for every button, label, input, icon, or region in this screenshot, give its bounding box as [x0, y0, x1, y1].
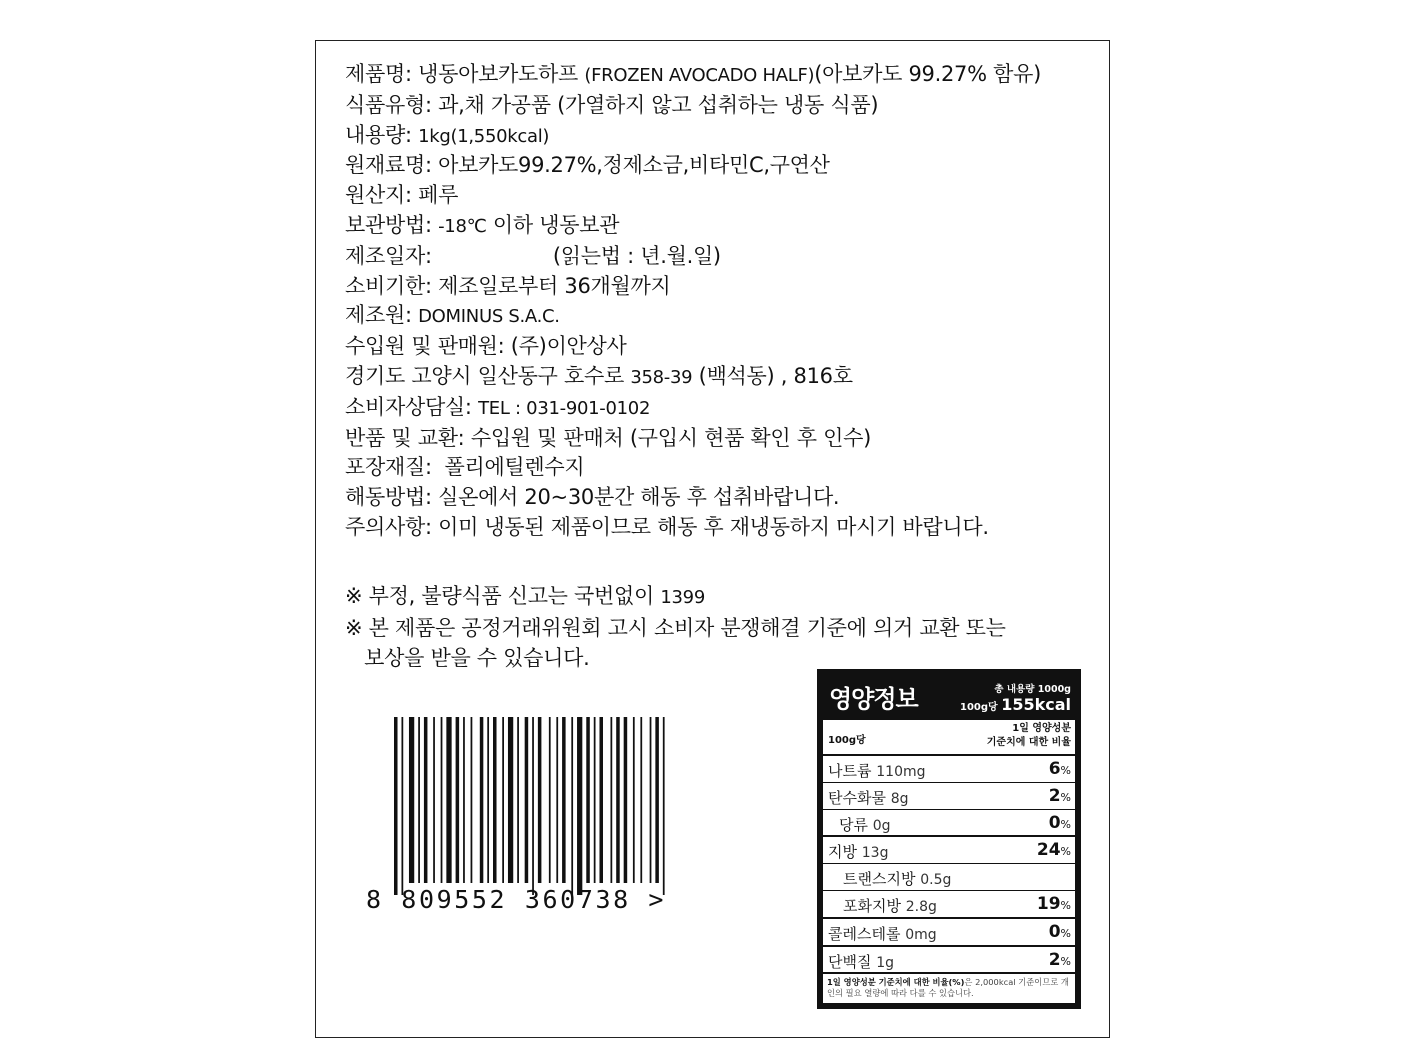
- notice-report: ※ 부정, 불량식품 신고는 국번없이 1399: [345, 584, 705, 608]
- notices: [345, 581, 1105, 673]
- nutrition-table: [823, 720, 1075, 1003]
- barcode-bar: [401, 717, 403, 895]
- barcode-bar: [610, 717, 612, 883]
- barcode-bar: [655, 717, 659, 883]
- info-line-packaging: 포장재질: 폴리에틸렌수지: [345, 455, 585, 480]
- info-line-caution: 주의사항: 이미 냉동된 제품이므로 해동 후 재냉동하지 마시기 바랍니다.: [345, 514, 989, 539]
- barcode-bar: [616, 717, 620, 883]
- nutrient-row-trans-fat: 트랜스지방 0.5g: [823, 864, 1075, 891]
- info-line-importer: 수입원 및 판매원: (주)이안상사: [345, 334, 627, 359]
- barcode-bar: [456, 717, 460, 883]
- barcode-bar: [586, 717, 590, 883]
- nutrition-per-100g: 100g당 155kcal: [960, 695, 1071, 714]
- nutrient-row-sodium: 나트륨 110mg 6%: [823, 756, 1075, 783]
- barcode-bar: [663, 717, 665, 895]
- barcode-number: 8 809552 360738 >: [366, 885, 667, 914]
- barcode-bar: [493, 717, 497, 883]
- info-line-food-type: 식품유형: 과,채 가공품 (가열하지 않고 섭취하는 냉동 식품): [345, 92, 879, 117]
- nutrition-title: 영양정보: [829, 685, 918, 713]
- barcode-bar: [549, 717, 551, 883]
- info-line-thawing: 해동방법: 실온에서 20~30분간 해동 후 섭취바랍니다.: [345, 485, 840, 510]
- info-line-manufacturer: 제조원: DOMINUS S.A.C.: [345, 303, 560, 328]
- barcode-bar: [562, 717, 566, 883]
- info-line-storage: 보관방법: -18℃ 이하 냉동보관: [345, 212, 620, 237]
- barcode-bar: [532, 717, 534, 895]
- barcode-bar: [433, 717, 435, 883]
- info-line-product-name: 제품명: 냉동아보카도하프 (FROZEN AVOCADO HALF)(아보카도 99.27% 함유): [345, 62, 1041, 86]
- barcode-bar: [446, 717, 451, 883]
- nutrition-footnote: 1일 영양성분 기준치에 대한 비율(%)은 2,000kcal 기준이므로 개인의 필요 열량에 따라 다를 수 있습니다.: [827, 977, 1069, 999]
- nutrient-row-cholesterol: 콜레스테롤 0mg 0%: [823, 919, 1075, 947]
- barcode-bar: [538, 717, 542, 883]
- info-line-origin: 원산지: 페루: [345, 183, 459, 208]
- barcode-bar: [633, 717, 635, 883]
- barcode-bar: [650, 717, 652, 883]
- barcode-bar: [556, 717, 558, 883]
- barcode-bar: [577, 717, 582, 895]
- barcode-bar: [471, 717, 473, 883]
- info-line-ingredients: 원재료명: 아보카도99.27%,정제소금,비타민C,구연산: [345, 153, 830, 178]
- info-line-customer-service: 소비자상담실: TEL : 031-901-0102: [345, 394, 651, 419]
- barcode-bar: [508, 717, 513, 883]
- barcode-bar: [624, 717, 628, 883]
- barcode-bar: [640, 717, 642, 883]
- nutrient-row-carbohydrate: 탄수화물 8g 2%: [823, 783, 1075, 810]
- barcode-bar: [571, 717, 573, 895]
- barcode-bar: [517, 717, 519, 883]
- barcode-bar: [487, 717, 489, 883]
- nutrition-total-content: 총 내용량 1000g: [994, 684, 1071, 695]
- barcode-bar: [599, 717, 603, 883]
- barcode-bar: [480, 717, 484, 883]
- nutrient-row-fat: 지방 13g 24%: [823, 837, 1075, 864]
- product-label: [315, 40, 1110, 1038]
- product-info: [345, 60, 1105, 543]
- nutrition-header: [823, 669, 1075, 719]
- barcode-bar: [409, 717, 414, 883]
- barcode-bar: [502, 717, 504, 883]
- barcode-bar: [525, 717, 529, 883]
- notice-dispute: ※ 본 제품은 공정거래위원회 고시 소비자 분쟁해결 기준에 의거 교환 또는: [345, 616, 1006, 640]
- nutrient-row-sugars: 당류 0g 0%: [823, 810, 1075, 838]
- nutrition-facts-panel: [817, 669, 1081, 1009]
- info-line-returns: 반품 및 교환: 수입원 및 판매처 (구입시 현품 확인 후 인수): [345, 425, 872, 450]
- info-line-net-content: 내용량: 1kg(1,550kcal): [345, 122, 550, 147]
- barcode: [392, 717, 702, 897]
- nutrient-row-protein: 단백질 1g 2%: [823, 947, 1075, 975]
- barcode-bar: [424, 717, 428, 883]
- barcode-bar: [441, 717, 443, 883]
- nutrient-row-saturated-fat: 포화지방 2.8g 19%: [823, 891, 1075, 919]
- info-line-expiry: 소비기한: 제조일로부터 36개월까지: [345, 273, 671, 298]
- barcode-bar: [418, 717, 420, 883]
- info-line-manufacture-date: 제조일자: (읽는법 : 년.월.일): [345, 243, 721, 268]
- barcode-bar: [594, 717, 596, 883]
- nutrition-table-header: 100g당 1일 영양성분 기준치에 대한 비율: [823, 720, 1075, 756]
- barcode-bar: [394, 717, 398, 895]
- barcode-bar: [463, 717, 465, 883]
- notice-dispute-cont: 보상을 받을 수 있습니다.: [345, 646, 590, 670]
- info-line-address: 경기도 고양시 일산동구 호수로 358-39 (백석동) , 816호: [345, 363, 853, 388]
